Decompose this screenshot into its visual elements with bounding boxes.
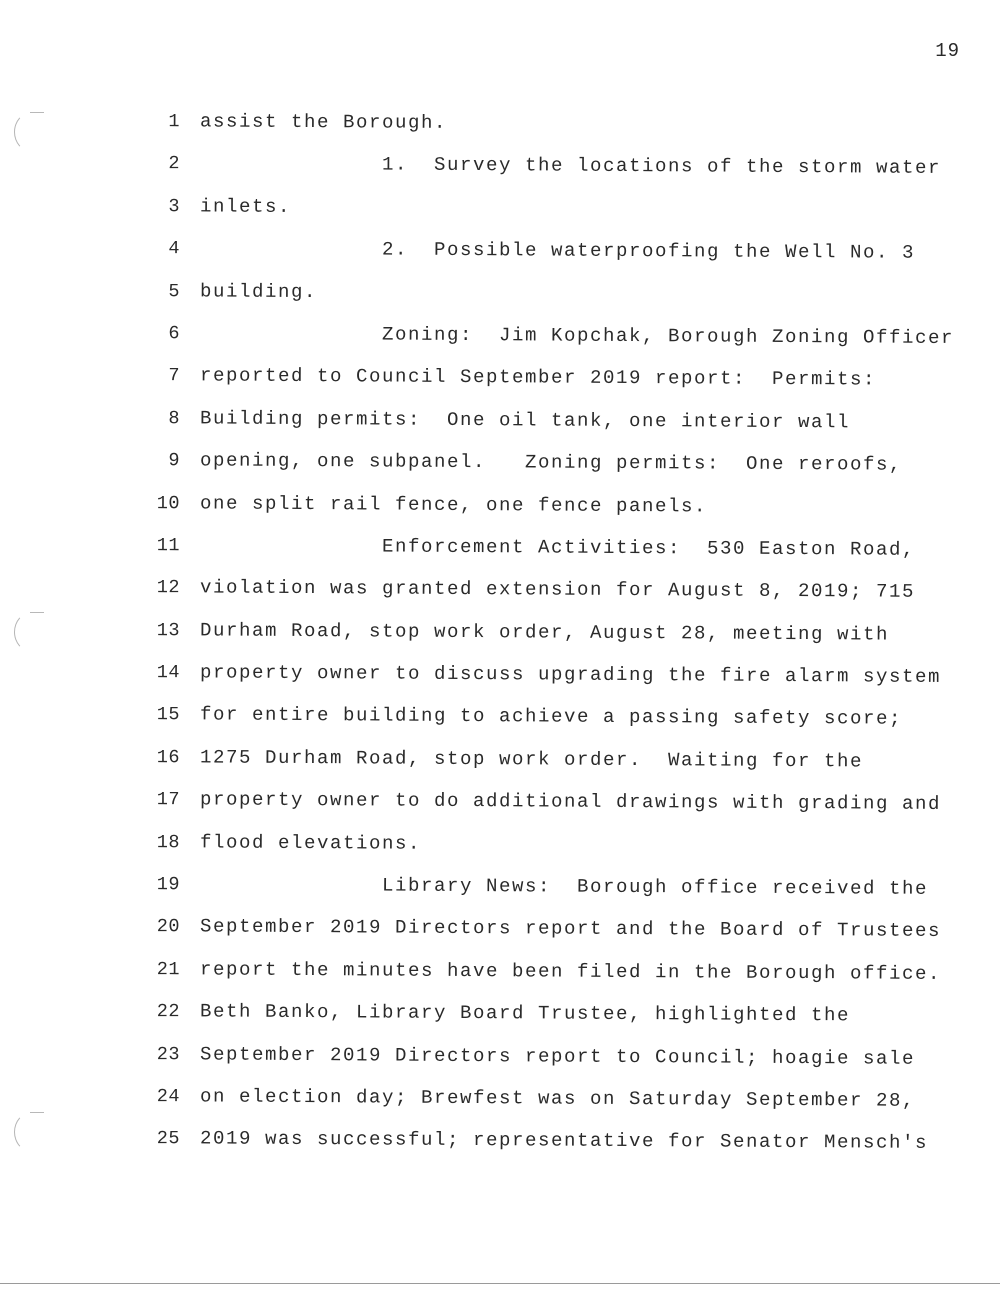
transcript-line (140, 821, 960, 868)
line-text: property owner to discuss upgrading the fire alarm system (199, 661, 942, 689)
transcript-line (140, 270, 960, 317)
line-text: Beth Banko, Library Board Trustee, highlighted the (199, 1000, 851, 1027)
transcript-line (140, 1033, 960, 1080)
line-number: 25 (156, 1128, 181, 1150)
line-text: violation was granted extension for August 8, 2019; 715 (199, 576, 916, 604)
page-number: 19 (935, 40, 960, 62)
line-text: Library News: Borough office received the (199, 873, 929, 901)
line-text: property owner to do additional drawings with grading and (199, 788, 942, 816)
transcript-line (140, 1075, 960, 1122)
line-number: 10 (156, 492, 181, 514)
transcript-line (140, 609, 960, 656)
transcript-line (140, 439, 960, 486)
transcript-line (140, 693, 960, 740)
line-text: reported to Council September 2019 report: Permits: (199, 364, 877, 392)
punch-hole-bottom (14, 1112, 49, 1152)
line-number: 6 (168, 322, 181, 344)
line-text: opening, one subpanel. Zoning permits: One reroofs, (199, 449, 903, 476)
line-number: 11 (156, 534, 181, 556)
line-number: 7 (168, 365, 181, 387)
transcript-line (140, 905, 960, 952)
line-number: 3 (168, 195, 181, 217)
page-bottom-rule (0, 1283, 1000, 1284)
line-number: 18 (156, 831, 181, 853)
transcript-line (140, 524, 960, 571)
line-text: Durham Road, stop work order, August 28, meeting with (199, 619, 890, 646)
transcript-line (140, 736, 960, 783)
transcript-line (140, 312, 960, 359)
line-text: for entire building to achieve a passing safety score; (199, 704, 903, 731)
transcript-line (140, 948, 960, 995)
line-text: assist the Borough. (199, 110, 448, 135)
line-number: 15 (156, 704, 181, 726)
line-number: 8 (168, 407, 181, 429)
transcript-line (140, 100, 960, 147)
line-number: 22 (156, 1000, 181, 1023)
line-number: 1 (168, 110, 181, 132)
transcript-line (140, 651, 960, 698)
line-number: 17 (156, 789, 181, 811)
punch-hole-middle (14, 612, 49, 652)
line-text: September 2019 Directors report to Council; hoagie sale (199, 1043, 916, 1070)
line-text: 2. Possible waterproofing the Well No. 3 (199, 237, 916, 265)
line-text: on election day; Brewfest was on Saturday September 28, (199, 1085, 916, 1112)
transcript-line (140, 354, 960, 401)
line-text: Enforcement Activities: 530 Easton Road, (199, 534, 916, 561)
line-number: 19 (156, 873, 181, 895)
transcript-line (140, 185, 960, 232)
transcript-line (140, 227, 960, 274)
line-text: 1275 Durham Road, stop work order. Waiting for the (199, 746, 864, 773)
line-text: report the minutes have been filed in the Borough office. (199, 958, 942, 985)
line-number: 23 (156, 1043, 181, 1065)
line-text: inlets. (199, 195, 292, 218)
line-text: flood elevations. (199, 831, 422, 855)
line-number: 5 (168, 280, 181, 302)
transcript-line (140, 482, 960, 529)
line-text: September 2019 Directors report and the Board of Trustees (199, 915, 942, 943)
transcript-line (140, 397, 960, 444)
transcript-line (140, 778, 960, 825)
transcript-line (140, 1117, 960, 1164)
line-text: Building permits: One oil tank, one interior wall (199, 407, 851, 434)
line-number: 12 (156, 577, 181, 599)
transcript-line (140, 990, 960, 1037)
line-text: building. (199, 280, 318, 303)
line-number: 2 (168, 153, 181, 175)
line-number: 21 (156, 958, 181, 980)
line-text: 2019 was successful; representative for Senator Mensch's (199, 1127, 929, 1155)
line-text: 1. Survey the locations of the storm water (199, 152, 942, 180)
line-number: 24 (156, 1085, 181, 1107)
transcript-line (140, 142, 960, 189)
punch-hole-top (14, 112, 49, 152)
line-text: Zoning: Jim Kopchak, Borough Zoning Officer (199, 322, 955, 350)
line-number: 13 (156, 619, 181, 641)
line-number: 4 (168, 238, 181, 260)
line-number: 9 (168, 449, 181, 472)
line-number: 14 (156, 661, 181, 684)
line-number: 20 (156, 916, 181, 938)
line-number: 16 (156, 746, 181, 768)
line-text: one split rail fence, one fence panels. (199, 492, 708, 518)
transcript-line (140, 863, 960, 910)
transcript-line (140, 566, 960, 613)
transcript-lines (140, 100, 960, 1160)
